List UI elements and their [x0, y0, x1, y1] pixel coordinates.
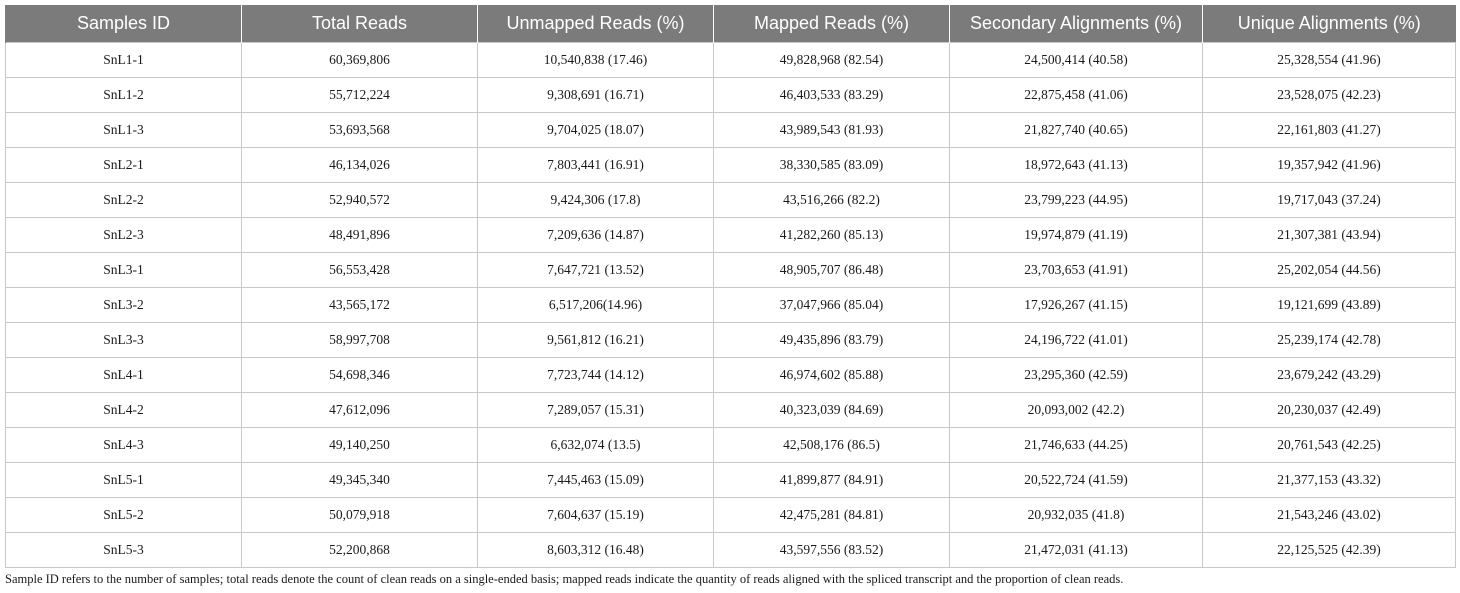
secondary-alignments-cell: 20,932,035 (41.8) — [950, 498, 1203, 533]
mapped-reads-cell: 42,475,281 (84.81) — [714, 498, 950, 533]
table-row — [6, 78, 1456, 113]
mapped-reads-cell: 37,047,966 (85.04) — [714, 288, 950, 323]
table-row — [6, 253, 1456, 288]
unique-alignments-cell: 20,230,037 (42.49) — [1203, 393, 1456, 428]
mapped-reads-cell: 41,282,260 (85.13) — [714, 218, 950, 253]
mapped-reads-cell: 42,508,176 (86.5) — [714, 428, 950, 463]
unmapped-reads-cell: 7,604,637 (15.19) — [478, 498, 714, 533]
sample-id-cell: SnL1-3 — [6, 113, 242, 148]
alignment-stats-table — [5, 5, 1456, 568]
table-row — [6, 218, 1456, 253]
secondary-alignments-cell: 21,827,740 (40.65) — [950, 113, 1203, 148]
table-row — [6, 113, 1456, 148]
total-reads-cell: 54,698,346 — [242, 358, 478, 393]
secondary-alignments-cell: 23,295,360 (42.59) — [950, 358, 1203, 393]
sample-id-cell: SnL2-2 — [6, 183, 242, 218]
mapped-reads-cell: 43,516,266 (82.2) — [714, 183, 950, 218]
total-reads-cell: 52,940,572 — [242, 183, 478, 218]
total-reads-cell: 46,134,026 — [242, 148, 478, 183]
table-row — [6, 323, 1456, 358]
unique-alignments-cell: 23,528,075 (42.23) — [1203, 78, 1456, 113]
secondary-alignments-cell: 24,500,414 (40.58) — [950, 43, 1203, 78]
total-reads-cell: 60,369,806 — [242, 43, 478, 78]
sample-id-cell: SnL4-3 — [6, 428, 242, 463]
table-row — [6, 463, 1456, 498]
secondary-alignments-cell: 20,522,724 (41.59) — [950, 463, 1203, 498]
table-row — [6, 148, 1456, 183]
unmapped-reads-cell: 7,647,721 (13.52) — [478, 253, 714, 288]
mapped-reads-cell: 40,323,039 (84.69) — [714, 393, 950, 428]
unique-alignments-cell: 21,307,381 (43.94) — [1203, 218, 1456, 253]
secondary-alignments-cell: 24,196,722 (41.01) — [950, 323, 1203, 358]
table-row — [6, 43, 1456, 78]
mapped-reads-cell: 43,989,543 (81.93) — [714, 113, 950, 148]
total-reads-cell: 52,200,868 — [242, 533, 478, 568]
unique-alignments-cell: 19,717,043 (37.24) — [1203, 183, 1456, 218]
header-unmapped-reads: Unmapped Reads (%) — [478, 5, 714, 43]
unique-alignments-cell: 20,761,543 (42.25) — [1203, 428, 1456, 463]
total-reads-cell: 47,612,096 — [242, 393, 478, 428]
sample-id-cell: SnL5-3 — [6, 533, 242, 568]
mapped-reads-cell: 49,435,896 (83.79) — [714, 323, 950, 358]
secondary-alignments-cell: 17,926,267 (41.15) — [950, 288, 1203, 323]
mapped-reads-cell: 46,974,602 (85.88) — [714, 358, 950, 393]
table-body — [6, 43, 1456, 568]
unmapped-reads-cell: 9,424,306 (17.8) — [478, 183, 714, 218]
mapped-reads-cell: 41,899,877 (84.91) — [714, 463, 950, 498]
total-reads-cell: 43,565,172 — [242, 288, 478, 323]
total-reads-cell: 56,553,428 — [242, 253, 478, 288]
total-reads-cell: 49,345,340 — [242, 463, 478, 498]
unmapped-reads-cell: 7,803,441 (16.91) — [478, 148, 714, 183]
unmapped-reads-cell: 6,517,206(14.96) — [478, 288, 714, 323]
unique-alignments-cell: 25,328,554 (41.96) — [1203, 43, 1456, 78]
unique-alignments-cell: 19,357,942 (41.96) — [1203, 148, 1456, 183]
unique-alignments-cell: 23,679,242 (43.29) — [1203, 358, 1456, 393]
secondary-alignments-cell: 18,972,643 (41.13) — [950, 148, 1203, 183]
sample-id-cell: SnL3-2 — [6, 288, 242, 323]
table-footnote: Sample ID refers to the number of samples; total reads denote the count of clean reads on a single-ended basis; mapped reads indicate the quantity of reads aligned with the spliced transcript and the proportion of clean reads. — [5, 572, 1124, 586]
total-reads-cell: 50,079,918 — [242, 498, 478, 533]
total-reads-cell: 49,140,250 — [242, 428, 478, 463]
table-container — [5, 5, 1455, 568]
sample-id-cell: SnL4-2 — [6, 393, 242, 428]
mapped-reads-cell: 46,403,533 (83.29) — [714, 78, 950, 113]
unmapped-reads-cell: 7,289,057 (15.31) — [478, 393, 714, 428]
header-total-reads: Total Reads — [242, 5, 478, 43]
table-row — [6, 498, 1456, 533]
unique-alignments-cell: 25,202,054 (44.56) — [1203, 253, 1456, 288]
header-unique-alignments: Unique Alignments (%) — [1203, 5, 1456, 43]
unmapped-reads-cell: 7,445,463 (15.09) — [478, 463, 714, 498]
sample-id-cell: SnL1-1 — [6, 43, 242, 78]
total-reads-cell: 55,712,224 — [242, 78, 478, 113]
unique-alignments-cell: 22,125,525 (42.39) — [1203, 533, 1456, 568]
unmapped-reads-cell: 6,632,074 (13.5) — [478, 428, 714, 463]
table-row — [6, 533, 1456, 568]
header-samples-id: Samples ID — [6, 5, 242, 43]
header-secondary-alignments: Secondary Alignments (%) — [950, 5, 1203, 43]
secondary-alignments-cell: 20,093,002 (42.2) — [950, 393, 1203, 428]
mapped-reads-cell: 43,597,556 (83.52) — [714, 533, 950, 568]
secondary-alignments-cell: 23,799,223 (44.95) — [950, 183, 1203, 218]
unmapped-reads-cell: 9,704,025 (18.07) — [478, 113, 714, 148]
unique-alignments-cell: 21,543,246 (43.02) — [1203, 498, 1456, 533]
sample-id-cell: SnL5-1 — [6, 463, 242, 498]
unique-alignments-cell: 21,377,153 (43.32) — [1203, 463, 1456, 498]
secondary-alignments-cell: 22,875,458 (41.06) — [950, 78, 1203, 113]
unique-alignments-cell: 19,121,699 (43.89) — [1203, 288, 1456, 323]
total-reads-cell: 48,491,896 — [242, 218, 478, 253]
secondary-alignments-cell: 19,974,879 (41.19) — [950, 218, 1203, 253]
unique-alignments-cell: 22,161,803 (41.27) — [1203, 113, 1456, 148]
total-reads-cell: 58,997,708 — [242, 323, 478, 358]
sample-id-cell: SnL2-3 — [6, 218, 242, 253]
table-row — [6, 393, 1456, 428]
unmapped-reads-cell: 7,723,744 (14.12) — [478, 358, 714, 393]
mapped-reads-cell: 48,905,707 (86.48) — [714, 253, 950, 288]
unmapped-reads-cell: 9,561,812 (16.21) — [478, 323, 714, 358]
sample-id-cell: SnL4-1 — [6, 358, 242, 393]
sample-id-cell: SnL3-3 — [6, 323, 242, 358]
unmapped-reads-cell: 8,603,312 (16.48) — [478, 533, 714, 568]
total-reads-cell: 53,693,568 — [242, 113, 478, 148]
unmapped-reads-cell: 7,209,636 (14.87) — [478, 218, 714, 253]
sample-id-cell: SnL1-2 — [6, 78, 242, 113]
unique-alignments-cell: 25,239,174 (42.78) — [1203, 323, 1456, 358]
mapped-reads-cell: 38,330,585 (83.09) — [714, 148, 950, 183]
table-header-row — [6, 5, 1456, 43]
unmapped-reads-cell: 9,308,691 (16.71) — [478, 78, 714, 113]
sample-id-cell: SnL3-1 — [6, 253, 242, 288]
table-row — [6, 288, 1456, 323]
header-mapped-reads: Mapped Reads (%) — [714, 5, 950, 43]
table-row — [6, 358, 1456, 393]
table-row — [6, 183, 1456, 218]
secondary-alignments-cell: 23,703,653 (41.91) — [950, 253, 1203, 288]
secondary-alignments-cell: 21,472,031 (41.13) — [950, 533, 1203, 568]
mapped-reads-cell: 49,828,968 (82.54) — [714, 43, 950, 78]
unmapped-reads-cell: 10,540,838 (17.46) — [478, 43, 714, 78]
secondary-alignments-cell: 21,746,633 (44.25) — [950, 428, 1203, 463]
sample-id-cell: SnL2-1 — [6, 148, 242, 183]
sample-id-cell: SnL5-2 — [6, 498, 242, 533]
table-row — [6, 428, 1456, 463]
